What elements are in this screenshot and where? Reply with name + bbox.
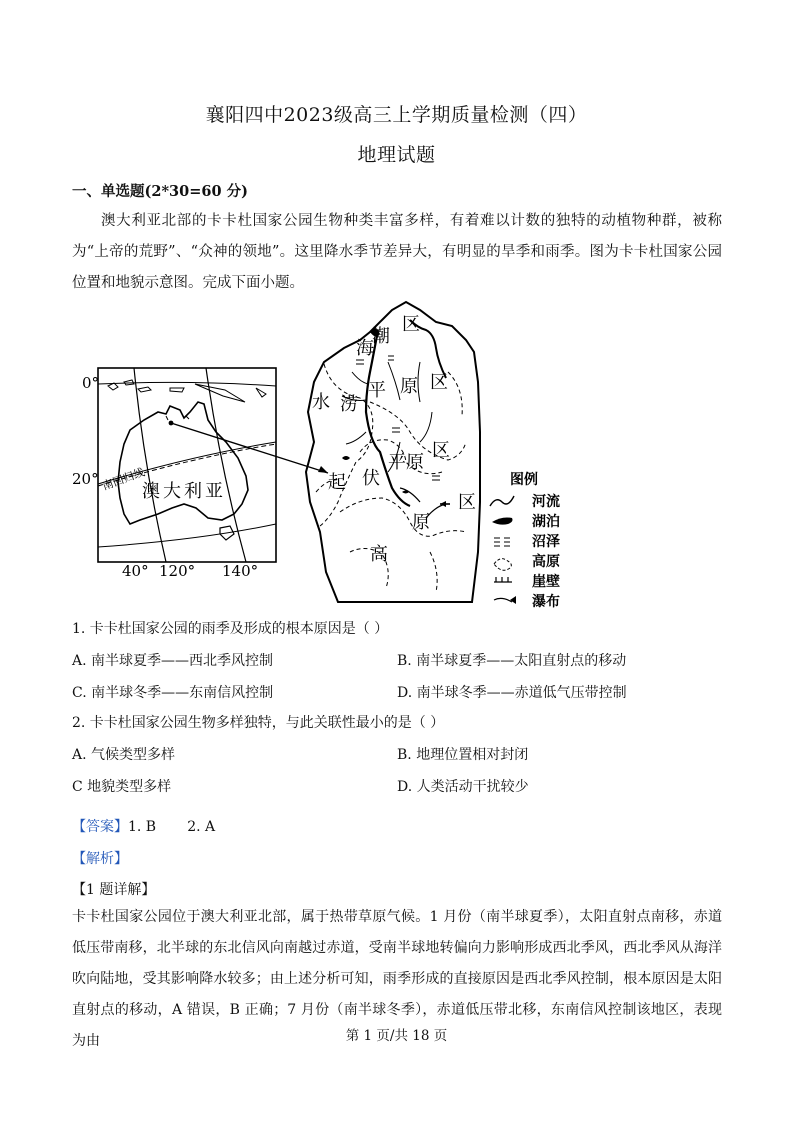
map-label-9: 区 xyxy=(432,440,450,461)
legend-title: 图例 xyxy=(510,472,538,488)
legend-plateau: 高原 xyxy=(532,554,560,570)
landform-map xyxy=(306,302,480,602)
lon-label-140: 140° xyxy=(222,562,259,580)
map-label-1: 区 xyxy=(402,314,420,335)
q2-option-a: A. 气候类型多样 xyxy=(72,747,176,763)
legend-river: 河流 xyxy=(532,494,560,510)
section-heading: 一、单选题(2*30=60 分) xyxy=(72,183,248,200)
q2-option-c: C 地貌类型多样 xyxy=(72,779,172,795)
map-label-12: 区 xyxy=(458,492,476,513)
explanation-paragraph: 卡卡杜国家公园位于澳大利亚北部，属于热带草原气候。1 月份（南半球夏季），太阳直射点南移，赤道低压带南移，北半球的东北信风向南越过赤道，受南半球地转偏向力影响形成西北季风，西北季风从海洋吹向陆地，受其影响降水较多；由上述分析可知，雨季形成的直接原因是西北季风控制，根本原因是太阳直射点的移动，A 错误，B 正确；7 月份（南半球冬季），赤道低压带北移，东南信风控制该地区，表现为由 xyxy=(72,909,722,1049)
question-2-stem: 2. 卡卡杜国家公园生物多样独特，与此关联性最小的是（ ） xyxy=(72,715,445,731)
map-label-2: 海 xyxy=(356,338,374,359)
tropic-label: 南回归线 xyxy=(100,465,147,493)
location-map-frame xyxy=(98,368,276,562)
legend-plateau-symbol xyxy=(494,559,511,571)
q1-option-c: C. 南半球冬季——东南信风控制 xyxy=(72,685,274,701)
legend-cliff: 崖壁 xyxy=(532,574,560,590)
answer-line xyxy=(72,816,215,836)
map-label-8: 平原 xyxy=(388,452,424,473)
country-label: 澳大利亚 xyxy=(142,481,226,502)
legend-river-symbol xyxy=(490,496,514,506)
lon-label-40: 40° xyxy=(122,562,149,580)
lon-label-120: 120° xyxy=(159,562,196,580)
legend-waterfall-symbol xyxy=(494,598,512,602)
map-label-10: 起 xyxy=(328,472,346,493)
map-label-14: 高 xyxy=(370,544,388,565)
answer-text: 1. B 2. A xyxy=(128,819,216,835)
intro-paragraph: 澳大利亚北部的卡卡杜国家公园生物种类丰富多样，有着难以计数的独特的动植物种群，被称为“上帝的荒野”、“众神的领地”。这里降水季节差异大，有明显的旱季和雨季。图为卡卡杜国家公园位置和地貌示意图。完成下面小题。 xyxy=(72,213,722,291)
q2-option-d: D. 人类活动干扰较少 xyxy=(397,779,529,795)
map-label-13: 原 xyxy=(412,512,430,533)
analysis-label: 【解析】 xyxy=(72,851,128,867)
legend-lake-symbol xyxy=(492,518,513,525)
map-label-3: 原 xyxy=(400,376,418,397)
document-subtitle: 地理试题 xyxy=(357,144,436,166)
legend-waterfall: 瀑布 xyxy=(532,594,560,610)
location-map xyxy=(72,368,328,580)
map-legend xyxy=(490,471,560,610)
map-label-6: 涝 xyxy=(340,394,358,415)
q1-option-b: B. 南半球夏季——太阳直射点的移动 xyxy=(397,653,627,669)
legend-lake: 湖泊 xyxy=(532,514,560,530)
legend-swamp: 沼泽 xyxy=(532,534,560,550)
map-label-4: 区 xyxy=(430,372,448,393)
q1-option-d: D. 南半球冬季——赤道低气压带控制 xyxy=(397,685,627,701)
document-title: 襄阳四中2023级高三上学期质量检测（四） xyxy=(205,104,588,126)
question-1-stem: 1. 卡卡杜国家公园的雨季及形成的根本原因是（ ） xyxy=(72,621,389,637)
lat-20-label: 20° xyxy=(72,470,99,488)
answer-label: 【答案】 xyxy=(72,819,128,835)
q1-option-a: A. 南半球夏季——西北季风控制 xyxy=(72,653,274,669)
map-label-0: 潮 xyxy=(372,326,390,347)
park-location-map-figure xyxy=(70,292,610,610)
legend-swamp-symbol xyxy=(494,538,510,546)
map-label-5: 水 xyxy=(312,392,330,413)
lat-0-label: 0° xyxy=(82,374,100,392)
map-label-11: 伏 xyxy=(362,468,380,489)
q2-option-b: B. 地理位置相对封闭 xyxy=(397,747,529,763)
plateau-boundary-west xyxy=(320,364,373,526)
legend-cliff-symbol xyxy=(494,577,512,582)
page-footer: 第 1 页/共 18 页 xyxy=(345,1028,448,1044)
map-label-7: 平 xyxy=(368,380,386,401)
detail-label: 【1 题详解】 xyxy=(72,882,156,898)
